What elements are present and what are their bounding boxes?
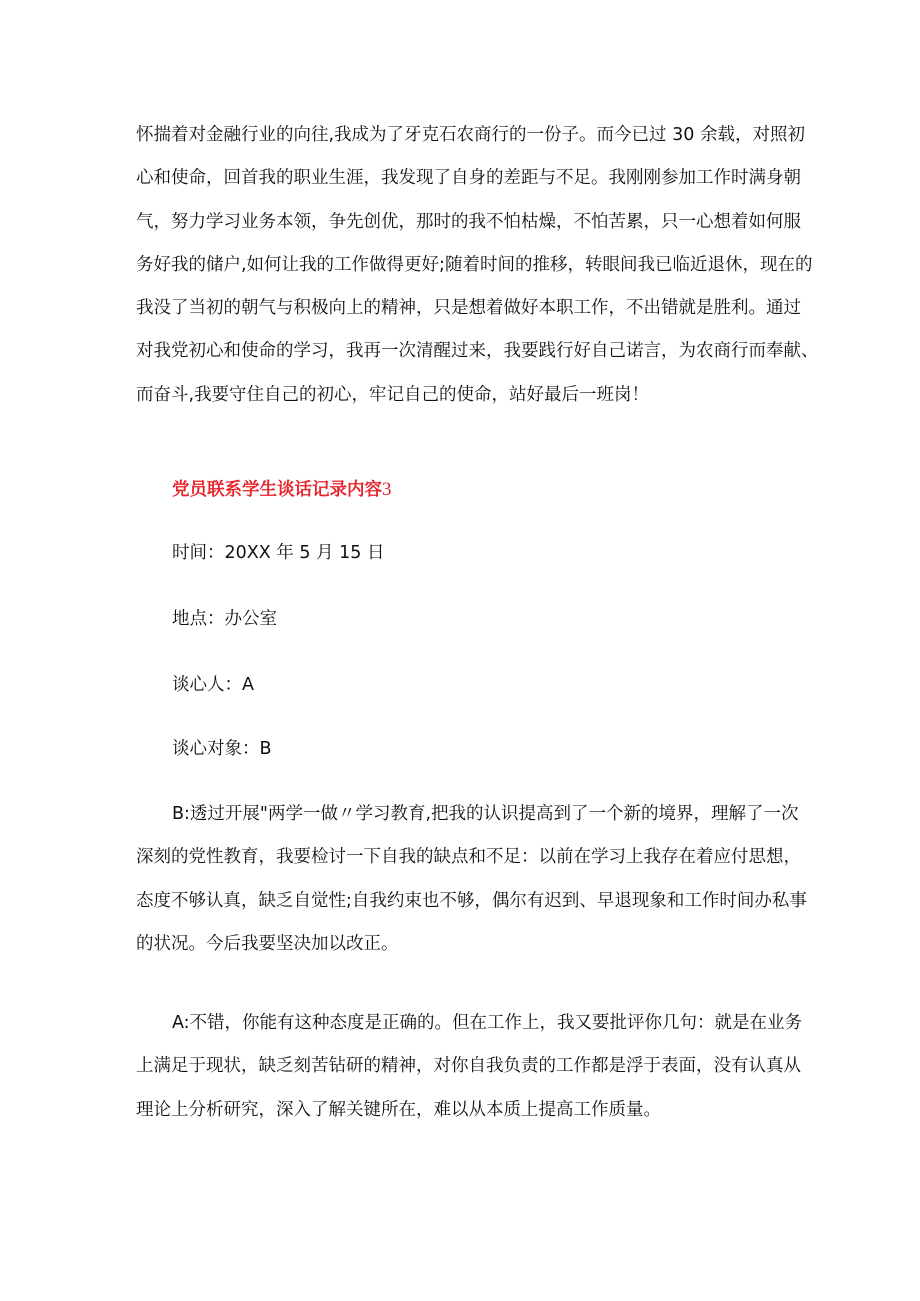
intro-line: 气，努力学习业务本领，争先创优，那时的我不怕枯燥，不怕苦累，只一心想着如何服 — [136, 211, 801, 232]
a-statement-line: A:不错，你能有这种态度是正确的。但在工作上，我又要批评你几句：就是在业务 — [172, 1013, 803, 1033]
intro-line: 怀揣着对金融行业的向往,我成为了牙克石农商行的一份子。而今已过 30 余载，对照初 — [136, 125, 805, 145]
b-statement-line: 深刻的党性教育，我要检讨一下自我的缺点和不足：以前在学习上我存在着应付思想， — [136, 847, 801, 868]
intro-line: 而奋斗,我要守住自己的初心，牢记自己的使命，站好最后一班岗！ — [136, 384, 650, 405]
b-statement-line: B:透过开展"两学一做〃学习教育,把我的认识提高到了一个新的境界，理解了一次 — [172, 804, 799, 824]
meeting-place: 地点：办公室 — [172, 609, 277, 629]
a-statement-line: 上满足于现状，缺乏刻苦钻研的精神，对你自我负责的工作都是浮于表面，没有认真从 — [136, 1056, 801, 1077]
meeting-subject: 谈心对象：B — [172, 739, 272, 759]
b-statement-line: 的状况。今后我要坚决加以改正。 — [136, 933, 399, 954]
meeting-speaker: 谈心人：A — [172, 675, 254, 695]
intro-paragraph — [136, 114, 819, 417]
section-heading — [172, 474, 392, 506]
a-statement — [136, 1002, 803, 1132]
a-statement-line: 理论上分析研究，深入了解关键所在，难以从本质上提高工作质量。 — [136, 1099, 661, 1120]
intro-line: 务好我的储户,如何让我的工作做得更好;随着时间的推移，转眼间我已临近退休，现在的 — [136, 254, 813, 275]
intro-line: 对我党初心和使命的学习，我再一次清醒过来，我要践行好自己诺言，为农商行而奉献、 — [136, 341, 819, 362]
intro-line: 我没了当初的朝气与积极向上的精神，只是想着做好本职工作，不出错就是胜利。通过 — [136, 298, 801, 319]
meeting-time: 时间：20XX 年 5 月 15 日 — [172, 543, 385, 563]
b-statement — [136, 793, 807, 966]
section-heading-text: 党员联系学生谈话记录内容 — [172, 480, 382, 500]
b-statement-line: 态度不够认真，缺乏自觉性;自我约束也不够，偶尔有迟到、早退现象和工作时间办私事 — [136, 890, 807, 911]
section-heading-number: 3 — [382, 479, 392, 500]
intro-line: 心和使命，回首我的职业生涯，我发现了自身的差距与不足。我刚刚参加工作时满身朝 — [136, 168, 801, 189]
